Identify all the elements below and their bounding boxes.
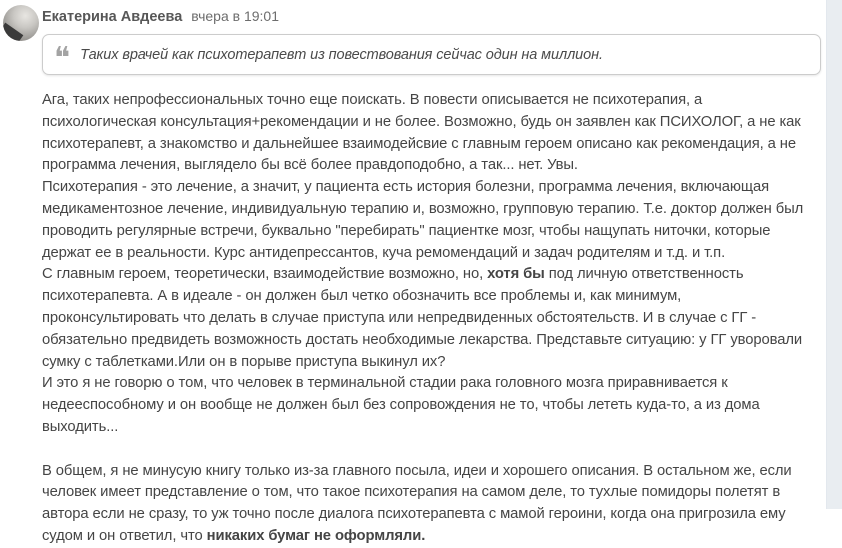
avatar[interactable] <box>3 5 39 41</box>
comment-header <box>42 8 822 25</box>
quote-icon: ❝ <box>54 41 71 76</box>
timestamp: вчера в 19:01 <box>191 8 280 24</box>
comment-paragraph: С главным героем, теоретически, взаимодействие возможно, но, хотя бы под личную ответственность психотерапевта. А в идеале - он должен был четко обозначить все проблемы и, как минимум, проконсультировать что делать в случае приступа или непредвиденных обстоятельств. И в случае с ГГ - обязательно предвидеть возможность достать необходимые лекарства. Представьте ситуацию: у ГГ уворовали сумку с таблетками.Или он в порыве приступа выкинул их? <box>42 266 803 370</box>
comment-body <box>42 90 818 548</box>
author-name-link[interactable]: Екатерина Авдеева <box>42 9 183 25</box>
quote-block <box>42 34 821 75</box>
comment-paragraph: И это я не говорю о том, что человек в терминальной стадии рака головного мозга приравнивается к недееспособному и он вообще не должен был без сопровождения не то, чтобы лететь куда-то, а из дома выходить... <box>42 375 760 435</box>
page-background-strip <box>826 0 842 509</box>
comment-paragraph: Ага, таких непрофессиональных точно еще поискать. В повести описывается не психотерапия, а психологическая консультация+рекомендации и не более. Возможно, будь он заявлен как ПСИХОЛОГ, а не как психотерапевт, а знакомство и дальнейшее взаимодейсвие с главным героем описано как рекомендация, а не программа лечения, выглядело бы всё более правдоподобно, а так... нет. Увы. <box>42 92 801 174</box>
comment-paragraph: Психотерапия - это лечение, а значит, у пациента есть история болезни, программа лечения, включающая медикаментозное лечение, индивидуальную терапию и, возможно, групповую терапию. Т.е. доктор должен был проводить регулярные встречи, буквально "перебирать" пациентке мозг, чтобы нащупать ниточки, которые держат ее в реальности. Курс антидепрессантов, куча ремомендаций и задач родителям и т.д. и т.п. <box>42 179 804 261</box>
comment <box>42 8 822 548</box>
comment-paragraph: В общем, я не минусую книгу только из-за главного посыла, идеи и хорошего описания. В остальном же, если человек имеет представление о том, что такое психотерапия на самом деле, то тухлые помидоры полетят в автора если не сразу, то уж точно после диалога психотерапевта с мамой героини, когда она пригрозила ему судом и он ответил, что никаких бумаг не оформляли. <box>42 462 792 544</box>
quote-text: Таких врачей как психотерапевт из повествования сейчас один на миллион. <box>80 46 603 63</box>
